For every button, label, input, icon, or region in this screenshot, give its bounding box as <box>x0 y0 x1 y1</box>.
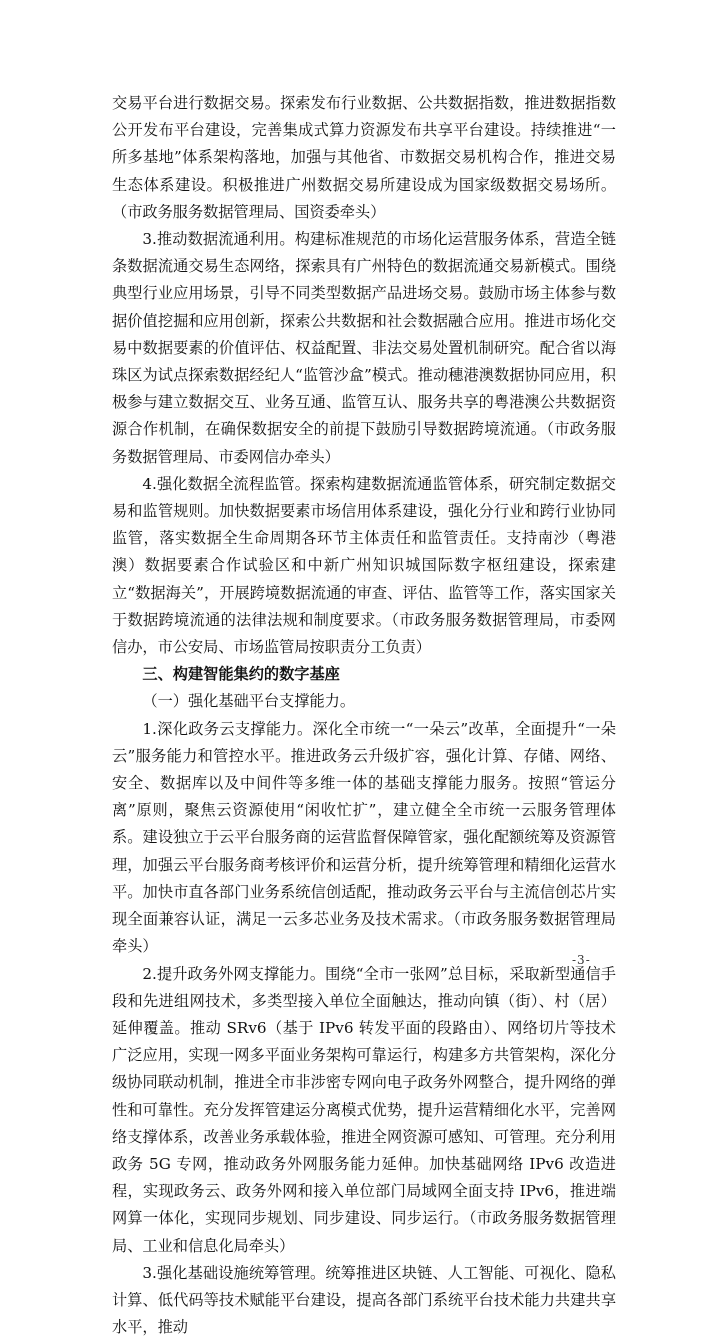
paragraph-data-circulation: 3.推动数据流通利用。构建标准规范的市场化运营服务体系，营造全链条数据流通交易生态网络，探索具有广州特色的数据流通交易新模式。围绕典型行业应用场景，引导不同类型数据产品进场交易。鼓励市场主体参与数据价值挖掘和应用创新，探索公共数据和社会数据融合应用。推进市场化交易中数据要素的价值评估、权益配置、非法交易处置机制研究。配合省以海珠区为试点探索数据经纪人“监管沙盒”模式。推动穗港澳数据协同应用，积极参与建立数据交互、业务互通、监管互认、服务共享的粤港澳公共数据资源合作机制，在确保数据安全的前提下鼓励引导数据跨境流通。（市政务服务数据管理局、市委网信办牵头） <box>112 230 616 466</box>
document-body <box>112 90 616 1341</box>
paragraph-gov-cloud: 1.深化政务云支撑能力。深化全市统一“一朵云”改革，全面提升“一朵云”服务能力和管控水平。推进政务云升级扩容，强化计算、存储、网络、安全、数据库以及中间件等多维一体的基础支撑能力服务。按照“管运分离”原则，聚焦云资源使用“闲收忙扩”，建立健全全市统一云服务管理体系。建设独立于云平台服务商的运营监督保障管家，强化配额统筹及资源管理，加强云平台服务商考核评价和运营分析，提升统筹管理和精细化运营水平。加快市直各部门业务系统信创适配，推动政务云平台与主流信创芯片实现全面兼容认证，满足一云多芯业务及技术需求。（市政务服务数据管理局牵头） <box>112 719 616 956</box>
subsection-heading: （一）强化基础平台支撑能力。 <box>142 692 356 711</box>
section-heading: 三、构建智能集约的数字基座 <box>142 665 340 684</box>
paragraph-gov-extranet: 2.提升政务外网支撑能力。围绕“全市一张网”总目标，采取新型通信手段和先进组网技术，多类型接入单位全面触达，推动向镇（街）、村（居）延伸覆盖。推动 SRv6（基于 IPv6 转发平面的段路由）、网络切片等技术广泛应用，实现一网多平面业务架构可靠运行，构建多方共管架构，深化分级协同联动机制，推进全市非涉密专网向电子政务外网整合，提升网络的弹性和可靠性。充分发挥管建运分离模式优势，提升运营精细化水平，完善网络支撑体系，改善业务承载体验，推进全网资源可感知、可管理。充分利用政务 5G 专网，推动政务外网服务能力延伸。加快基础网络 IPv6 改造进程，实现政务云、政务外网和接入单位部门局域网全面支持 IPv6，推进端网算一体化，实现同步规划、同步建设、同步运行。（市政务服务数据管理局、工业和信息化局牵头） <box>112 964 616 1255</box>
page-number: -3- <box>572 953 591 967</box>
paragraph-continued: 交易平台进行数据交易。探索发布行业数据、公共数据指数，推进数据指数公开发布平台建设，完善集成式算力资源发布共享平台建设。持续推进“一所多基地”体系架构落地，加强与其他省、市数据交易机构合作，推进交易生态体系建设。积极推进广州数据交易所建设成为国家级数据交易场所。（市政务服务数据管理局、国资委牵头） <box>112 94 616 221</box>
paragraph-infrastructure: 3.强化基础设施统筹管理。统筹推进区块链、人工智能、可视化、隐私计算、低代码等技术赋能平台建设，提高各部门系统平台技术能力共建共享水平，推动 <box>112 1263 616 1337</box>
paragraph-data-supervision: 4.强化数据全流程监管。探索构建数据流通监管体系，研究制定数据交易和监管规则。加快数据要素市场信用体系建设，强化分行业和跨行业协同监管，落实数据全生命周期各环节主体责任和监管责任。支持南沙（粤港澳）数据要素合作试验区和中新广州知识城国际数字枢纽建设，探索建立“数据海关”，开展跨境数据流通的审查、评估、监管等工作，落实国家关于数据跨境流通的法律法规和制度要求。（市政务服务数据管理局，市委网信办，市公安局、市场监管局按职责分工负责） <box>112 474 616 657</box>
